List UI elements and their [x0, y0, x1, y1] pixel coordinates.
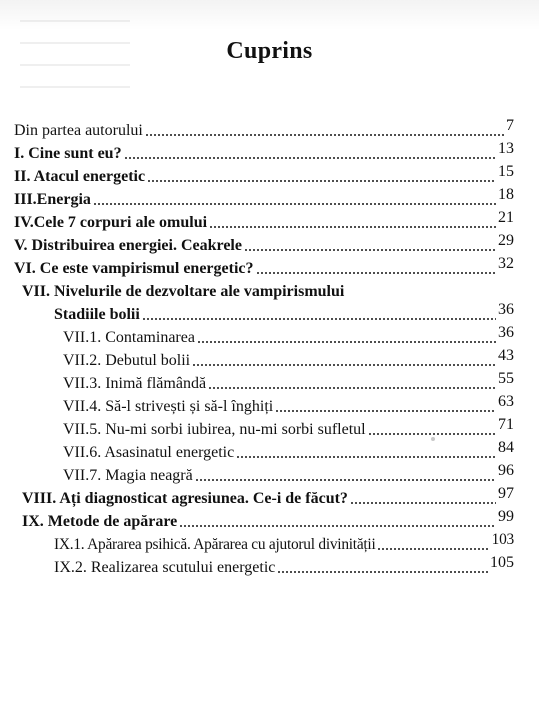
dot-leader	[275, 409, 496, 413]
toc-entry-page: 99	[498, 508, 514, 525]
dot-leader	[256, 271, 497, 275]
toc-entry-label: VII.5. Nu-mi sorbi iubirea, nu-mi sorbi sufletul	[63, 421, 366, 438]
toc-entry-page: 84	[498, 439, 514, 456]
toc-entry-page: 71	[498, 416, 514, 433]
toc-entry-page: 55	[498, 370, 514, 387]
dot-leader	[197, 340, 496, 344]
dot-leader	[244, 248, 496, 252]
dot-leader	[93, 202, 496, 206]
toc-entry	[14, 394, 514, 417]
toc-entry-label: Stadiile bolii	[54, 306, 140, 323]
table-of-contents	[14, 112, 514, 578]
toc-entry-label: VII.7. Magia neagră	[63, 467, 193, 484]
toc-entry	[14, 371, 514, 394]
toc-entry-page: 96	[498, 462, 514, 479]
toc-entry-label: VII.1. Contaminarea	[63, 329, 195, 346]
toc-entry	[14, 440, 514, 463]
toc-entry-page: 63	[498, 393, 514, 410]
toc-entry-label: IX. Metode de apărare	[22, 513, 178, 530]
dot-leader	[195, 478, 496, 482]
toc-entry-page: 13	[498, 140, 514, 157]
toc-entry	[14, 256, 514, 279]
toc-entry-page: 105	[490, 554, 514, 571]
toc-entry-label: II. Atacul energetic	[14, 168, 146, 185]
toc-entry-label: Din partea autorului	[14, 122, 143, 139]
toc-entry-label: VII.4. Să-l strivești și să-l înghiți	[63, 398, 274, 415]
paper-speck	[431, 437, 435, 441]
dot-leader	[368, 432, 496, 436]
dot-leader	[209, 225, 496, 229]
toc-entry	[14, 532, 514, 555]
toc-entry-label: IX.2. Realizarea scutului energetic	[54, 559, 276, 576]
dot-leader	[124, 156, 496, 160]
dot-leader	[350, 501, 496, 505]
toc-entry-page: 97	[498, 485, 514, 502]
toc-entry-page: 36	[498, 301, 514, 318]
toc-entry-page: 36	[498, 324, 514, 341]
toc-entry-label: I. Cine sunt eu?	[14, 145, 122, 162]
dot-leader	[236, 455, 496, 459]
toc-entry-label: VII.6. Asasinatul energetic	[63, 444, 235, 461]
toc-entry-page: 21	[498, 209, 514, 226]
toc-entry-label: VII. Nivelurile de dezvoltare ale vampirismului	[22, 283, 345, 300]
toc-entry-label: V. Distribuirea energiei. Ceakrele	[14, 237, 242, 254]
toc-entry	[14, 417, 514, 440]
dot-leader	[277, 570, 488, 574]
toc-entry	[14, 141, 514, 164]
toc-entry	[14, 463, 514, 486]
toc-entry	[14, 348, 514, 371]
toc-entry	[14, 118, 514, 141]
toc-entry-page: 18	[498, 186, 514, 203]
toc-entry-label: IX.1. Apărarea psihică. Apărarea cu ajutorul divinității	[54, 536, 376, 553]
dot-leader	[142, 317, 496, 321]
toc-entry	[14, 187, 514, 210]
dot-leader	[179, 524, 496, 528]
dot-leader	[147, 179, 496, 183]
toc-entry-page: 32	[498, 255, 514, 272]
toc-entry-page: 29	[498, 232, 514, 249]
toc-entry	[14, 486, 514, 509]
toc-entry-page: 15	[498, 163, 514, 180]
toc-entry	[14, 233, 514, 256]
toc-entry-label: VI. Ce este vampirismul energetic?	[14, 260, 254, 277]
toc-entry-label: III.Energia	[14, 191, 91, 208]
toc-entry-label: VII.2. Debutul bolii	[63, 352, 191, 369]
dot-leader	[208, 386, 496, 390]
toc-entry	[14, 509, 514, 532]
dot-leader	[377, 547, 489, 551]
toc-entry-label: VII.3. Inimă flămândă	[63, 375, 207, 392]
toc-entry-label: IV.Cele 7 corpuri ale omului	[14, 214, 208, 231]
toc-entry-page: 7	[506, 117, 514, 134]
dot-leader	[145, 133, 504, 137]
toc-entry	[14, 302, 514, 325]
dot-leader	[192, 363, 496, 367]
toc-entry	[14, 210, 514, 233]
toc-entry	[14, 555, 514, 578]
toc-entry	[14, 325, 514, 348]
toc-entry-page: 103	[491, 531, 514, 548]
toc-entry	[14, 164, 514, 187]
toc-section-heading	[14, 279, 514, 302]
page-title: Cuprins	[226, 38, 313, 64]
toc-entry-page: 43	[498, 347, 514, 364]
toc-entry-label: VIII. Ați diagnosticat agresiunea. Ce-i de făcut?	[22, 490, 348, 507]
